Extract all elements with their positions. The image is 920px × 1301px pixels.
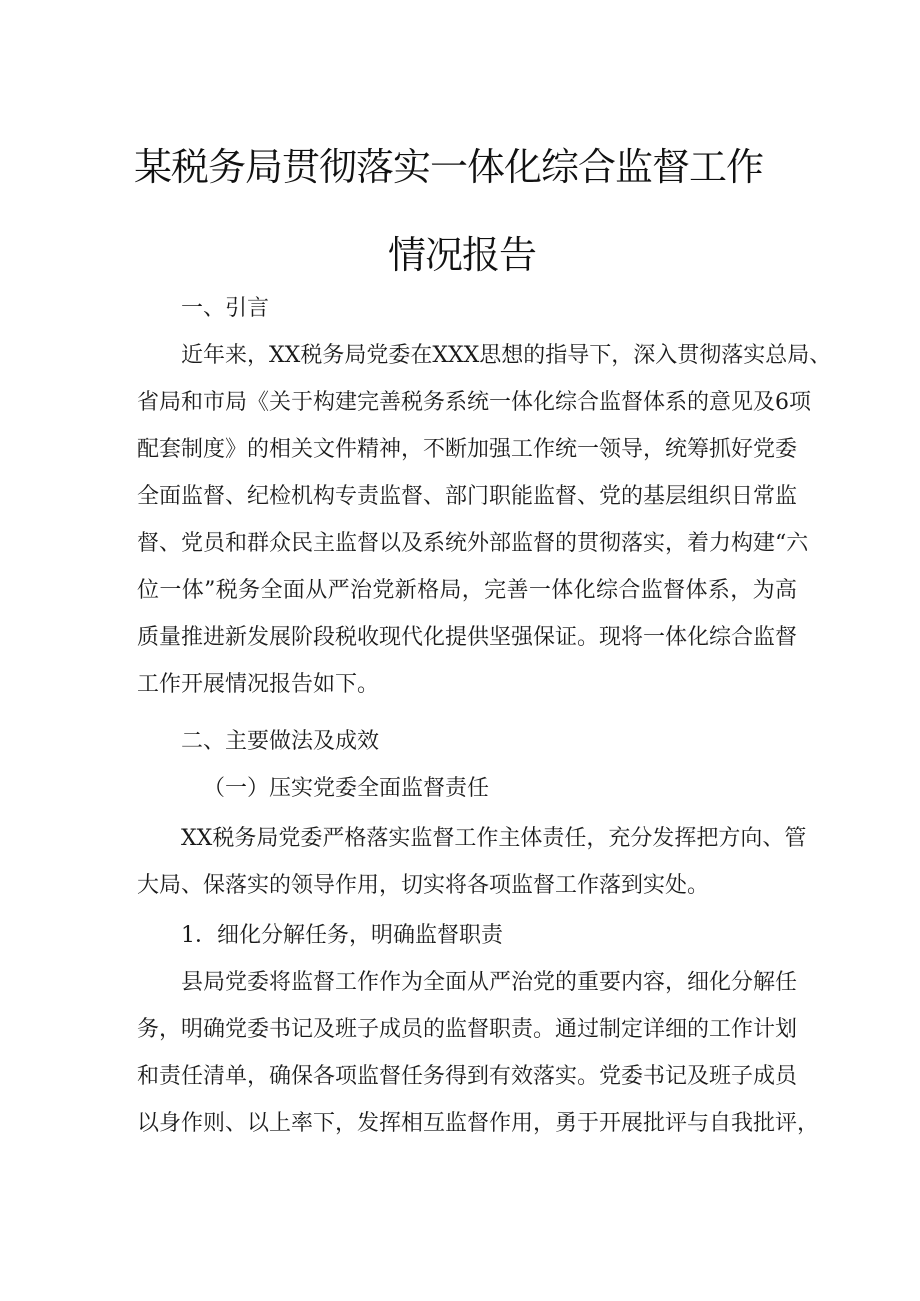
- paragraph-line: 县局党委将监督工作作为全面从严治党的重要内容，细化分解任: [181, 970, 798, 995]
- document-title-line-1: 某税务局贯彻落实一体化综合监督工作: [134, 145, 764, 189]
- paragraph-line: 全面监督、纪检机构专责监督、部门职能监督、党的基层组织日常监: [137, 484, 798, 509]
- section-heading-main: 二、主要做法及成效: [181, 729, 380, 754]
- paragraph-line: 省局和市局《关于构建完善税务系统一体化综合监督体系的意见及6项: [137, 390, 811, 415]
- section-heading-intro: 一、引言: [181, 296, 270, 321]
- paragraph-line: 质量推进新发展阶段税收现代化提供坚强保证。现将一体化综合监督: [137, 625, 798, 650]
- paragraph-line: 近年来，XX税务局党委在XXX思想的指导下，深入贯彻落实总局、: [181, 343, 832, 368]
- item-heading-1: 1．细化分解任务，明确监督职责: [181, 923, 503, 948]
- document-title-line-2: 情况报告: [388, 233, 537, 277]
- subsection-heading-1: （一）压实党委全面监督责任: [203, 776, 490, 801]
- paragraph-line: 工作开展情况报告如下。: [137, 672, 380, 697]
- paragraph-line: 以身作则、以上率下，发挥相互监督作用，勇于开展批评与自我批评，: [137, 1111, 820, 1136]
- paragraph-line: 位一体”税务全面从严治党新格局，完善一体化综合监督体系，为高: [137, 578, 797, 603]
- paragraph-line: 督、党员和群众民主监督以及系统外部监督的贯彻落实，着力构建“六: [137, 531, 809, 556]
- paragraph-line: 配套制度》的相关文件精神，不断加强工作统一领导，统筹抓好党委: [137, 437, 798, 462]
- paragraph-line: XX税务局党委严格落实监督工作主体责任，充分发挥把方向、管: [181, 826, 807, 851]
- paragraph-line: 大局、保落实的领导作用，切实将各项监督工作落到实处。: [137, 873, 710, 898]
- paragraph-line: 和责任清单，确保各项监督任务得到有效落实。党委书记及班子成员: [137, 1064, 798, 1089]
- paragraph-line: 务，明确党委书记及班子成员的监督职责。通过制定详细的工作计划: [137, 1017, 798, 1042]
